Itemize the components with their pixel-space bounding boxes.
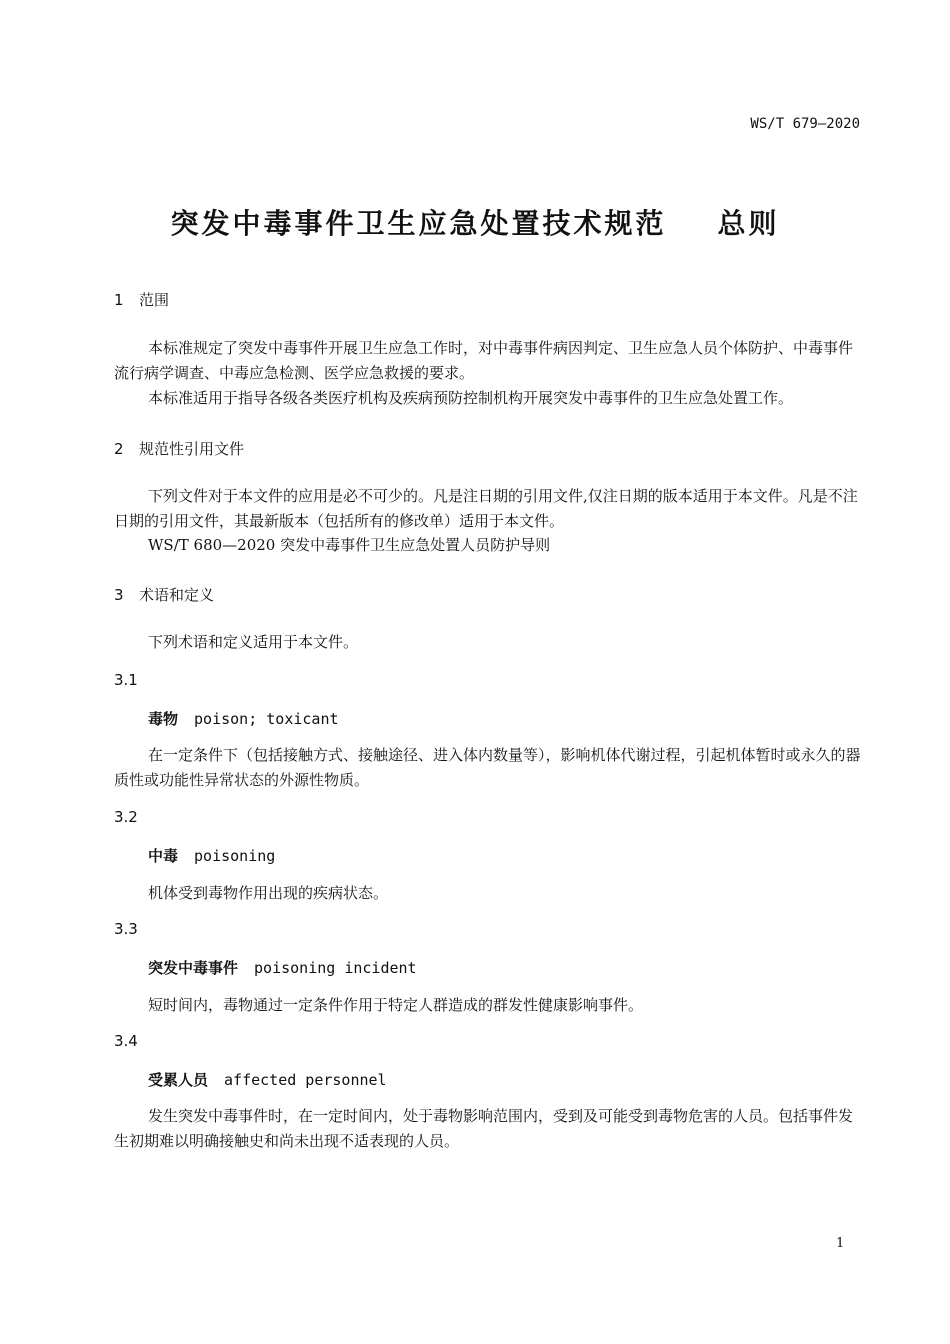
term-en: affected personnel <box>224 1071 387 1089</box>
paragraph: 本标准规定了突发中毒事件开展卫生应急工作时，对中毒事件病因判定、卫生应急人员个体防护、中毒事件流行病学调查、中毒应急检测、医学应急救援的要求。 <box>114 339 854 382</box>
section-number: 1 <box>114 291 124 309</box>
term-zh: 毒物 <box>148 710 179 728</box>
term-definition: 短时间内，毒物通过一定条件作用于特定人群造成的群发性健康影响事件。 <box>148 996 644 1014</box>
term-number: 3.1 <box>114 671 138 689</box>
term-en: poisoning <box>194 847 276 865</box>
term-definition: 机体受到毒物作用出现的疾病状态。 <box>148 884 389 902</box>
reference-item: WS/T 680—2020 突发中毒事件卫生应急处置人员防护导则 <box>148 536 551 554</box>
term-en: poisoning incident <box>254 959 417 977</box>
paragraph: 下列文件对于本文件的应用是必不可少的。凡是注日期的引用文件,仅注日期的版本适用于本文件。凡是不注日期的引用文件，其最新版本（包括所有的修改单）适用于本文件。 <box>114 487 858 530</box>
term-entry <box>148 708 339 729</box>
section-heading <box>114 438 244 459</box>
section-title: 范围 <box>139 291 170 309</box>
section-heading <box>114 584 214 605</box>
term-zh: 受累人员 <box>148 1071 209 1089</box>
section-number: 3 <box>114 586 124 604</box>
section-number: 2 <box>114 440 124 458</box>
paragraph: 本标准适用于指导各级各类医疗机构及疾病预防控制机构开展突发中毒事件的卫生应急处置工作。 <box>148 389 794 407</box>
term-zh: 突发中毒事件 <box>148 959 239 977</box>
section-heading <box>114 289 169 310</box>
term-en: poison; toxicant <box>194 710 339 728</box>
term-entry <box>148 845 275 866</box>
term-number: 3.2 <box>114 808 138 826</box>
standard-number: WS/T 679—2020 <box>750 116 860 132</box>
term-number: 3.4 <box>114 1032 138 1050</box>
term-definition: 发生突发中毒事件时，在一定时间内，处于毒物影响范围内，受到及可能受到毒物危害的人员。包括事件发生初期难以明确接触史和尚未出现不适表现的人员。 <box>114 1107 854 1150</box>
section-title: 术语和定义 <box>139 586 215 604</box>
document-title: 突发中毒事件卫生应急处置技术规范 总则 <box>170 207 780 240</box>
term-number: 3.3 <box>114 920 138 938</box>
term-definition: 在一定条件下（包括接触方式、接触途径、进入体内数量等），影响机体代谢过程，引起机体暂时或永久的器质性或功能性异常状态的外源性物质。 <box>114 746 861 789</box>
term-entry <box>148 957 417 978</box>
paragraph: 下列术语和定义适用于本文件。 <box>148 633 359 651</box>
term-zh: 中毒 <box>148 847 179 865</box>
page-number: 1 <box>836 1236 845 1251</box>
term-entry <box>148 1069 387 1090</box>
section-title: 规范性引用文件 <box>139 440 245 458</box>
